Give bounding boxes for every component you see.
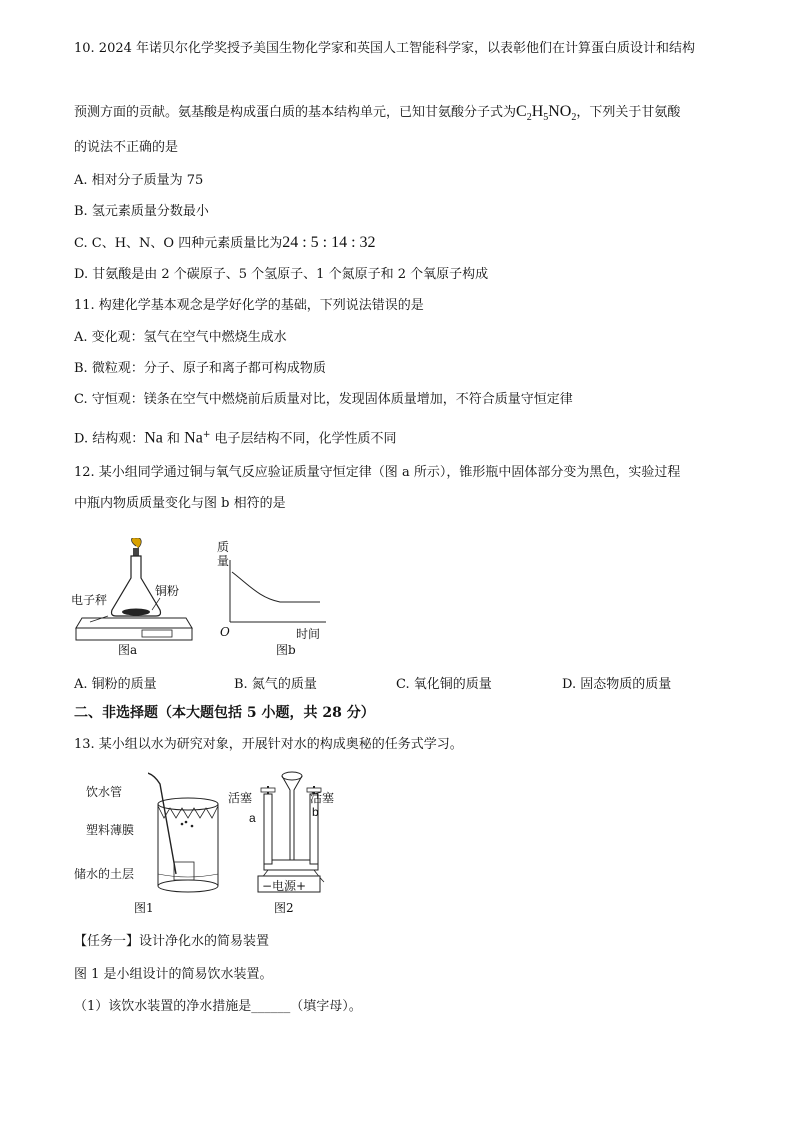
figa-scale-label: 电子秤 [71,593,108,607]
q10-option-d: D. 甘氨酸是由 2 个碳原子、5 个氢原子、1 个氮原子和 2 个氧原子构成 [74,267,489,282]
q10-line2 [74,104,680,126]
figure-1-water-device [148,770,228,900]
figb-caption: 图b [276,643,296,657]
q13-stem: 13. 某小组以水为研究对象，开展针对水的构成奥秘的任务式学习。 [74,737,463,752]
q12-line2: 中瓶内物质质量变化与图 b 相符的是 [74,496,286,511]
figa-caption: 图a [118,643,138,657]
section-title: 二、非选择题（本大题包括 5 小题，共 28 分） [74,705,375,721]
q12-option-c: C. 氧化铜的质量 [396,677,492,692]
q10-option-b: B. 氢元素质量分数最小 [74,204,209,219]
q13-task1: 【任务一】设计净化水的简易装置 [74,934,270,949]
figb-ylabel-2: 量 [217,554,230,568]
figb-xlabel: 时间 [296,627,321,641]
figb-origin: O [220,625,230,639]
fig2-label-valve-right: 活塞 [310,791,335,805]
fig1-label-film: 塑料薄膜 [86,823,135,837]
fig1-caption: 图1 [134,901,154,915]
q11-stem: 11. 构建化学基本观念是学好化学的基础，下列说法错误的是 [74,298,424,313]
fig2-label-valve-left: 活塞 [228,791,253,805]
q13-task1-desc: 图 1 是小组设计的简易饮水装置。 [74,967,273,982]
q10-option-c: C. C、H、N、O 四种元素质量比为24 : 5 : 14 : 32 [74,234,376,251]
q11-option-a: A. 变化观：氢气在空气中燃烧生成水 [74,330,287,345]
fig2-label-a: a [249,811,256,825]
q10-line1: 10. 2024 年诺贝尔化学奖授予美国生物化学家和英国人工智能科学家，以表彰他们在计算蛋白质设计和结构 [74,41,696,56]
q12-line1: 12. 某小组同学通过铜与氧气反应验证质量守恒定律（图 a 所示），锥形瓶中固体部分变为黑色，实验过程 [74,465,681,480]
q11-option-b: B. 微粒观：分子、原子和离子都可构成物质 [74,361,326,376]
q12-option-a: A. 铜粉的质量 [74,677,157,692]
q12-option-d: D. 固态物质的质量 [562,677,672,692]
fig2-power-label: −电源+ [262,879,307,893]
fig2-caption: 图2 [274,901,294,915]
figb-ylabel-1: 质 [217,540,230,554]
q10-option-a: A. 相对分子质量为 75 [74,173,204,188]
fig1-label-tube: 饮水管 [86,785,123,799]
mass-ratio: 24 : 5 : 14 : 32 [282,234,376,251]
q10-line2-post: ，下列关于甘氨酸 [576,105,681,120]
q11-option-d: D. 结构观：Na 和 Na+ 电子层结构不同，化学性质不同 [74,429,397,447]
glycine-formula: $C_2H_5NO_2$ [516,103,577,124]
q10-line3: 的说法不正确的是 [74,140,179,155]
figure-2-electrolysis-apparatus [248,764,328,894]
q12-option-b: B. 氮气的质量 [234,677,317,692]
q13-subquestion-1: （1）该饮水装置的净水措施是______（填字母）。 [74,999,362,1014]
figa-powder-label: 铜粉 [155,584,180,598]
figure-b-mass-time-graph [220,560,330,630]
fig1-label-soil: 储水的土层 [74,867,135,881]
q10-line2-pre: 预测方面的贡献。氨基酸是构成蛋白质的基本结构单元，已知甘氨酸分子式为 [74,105,517,120]
q11-option-c: C. 守恒观：镁条在空气中燃烧前后质量对比，发现固体质量增加，不符合质量守恒定律 [74,392,573,407]
fig2-label-b: b [312,805,319,819]
